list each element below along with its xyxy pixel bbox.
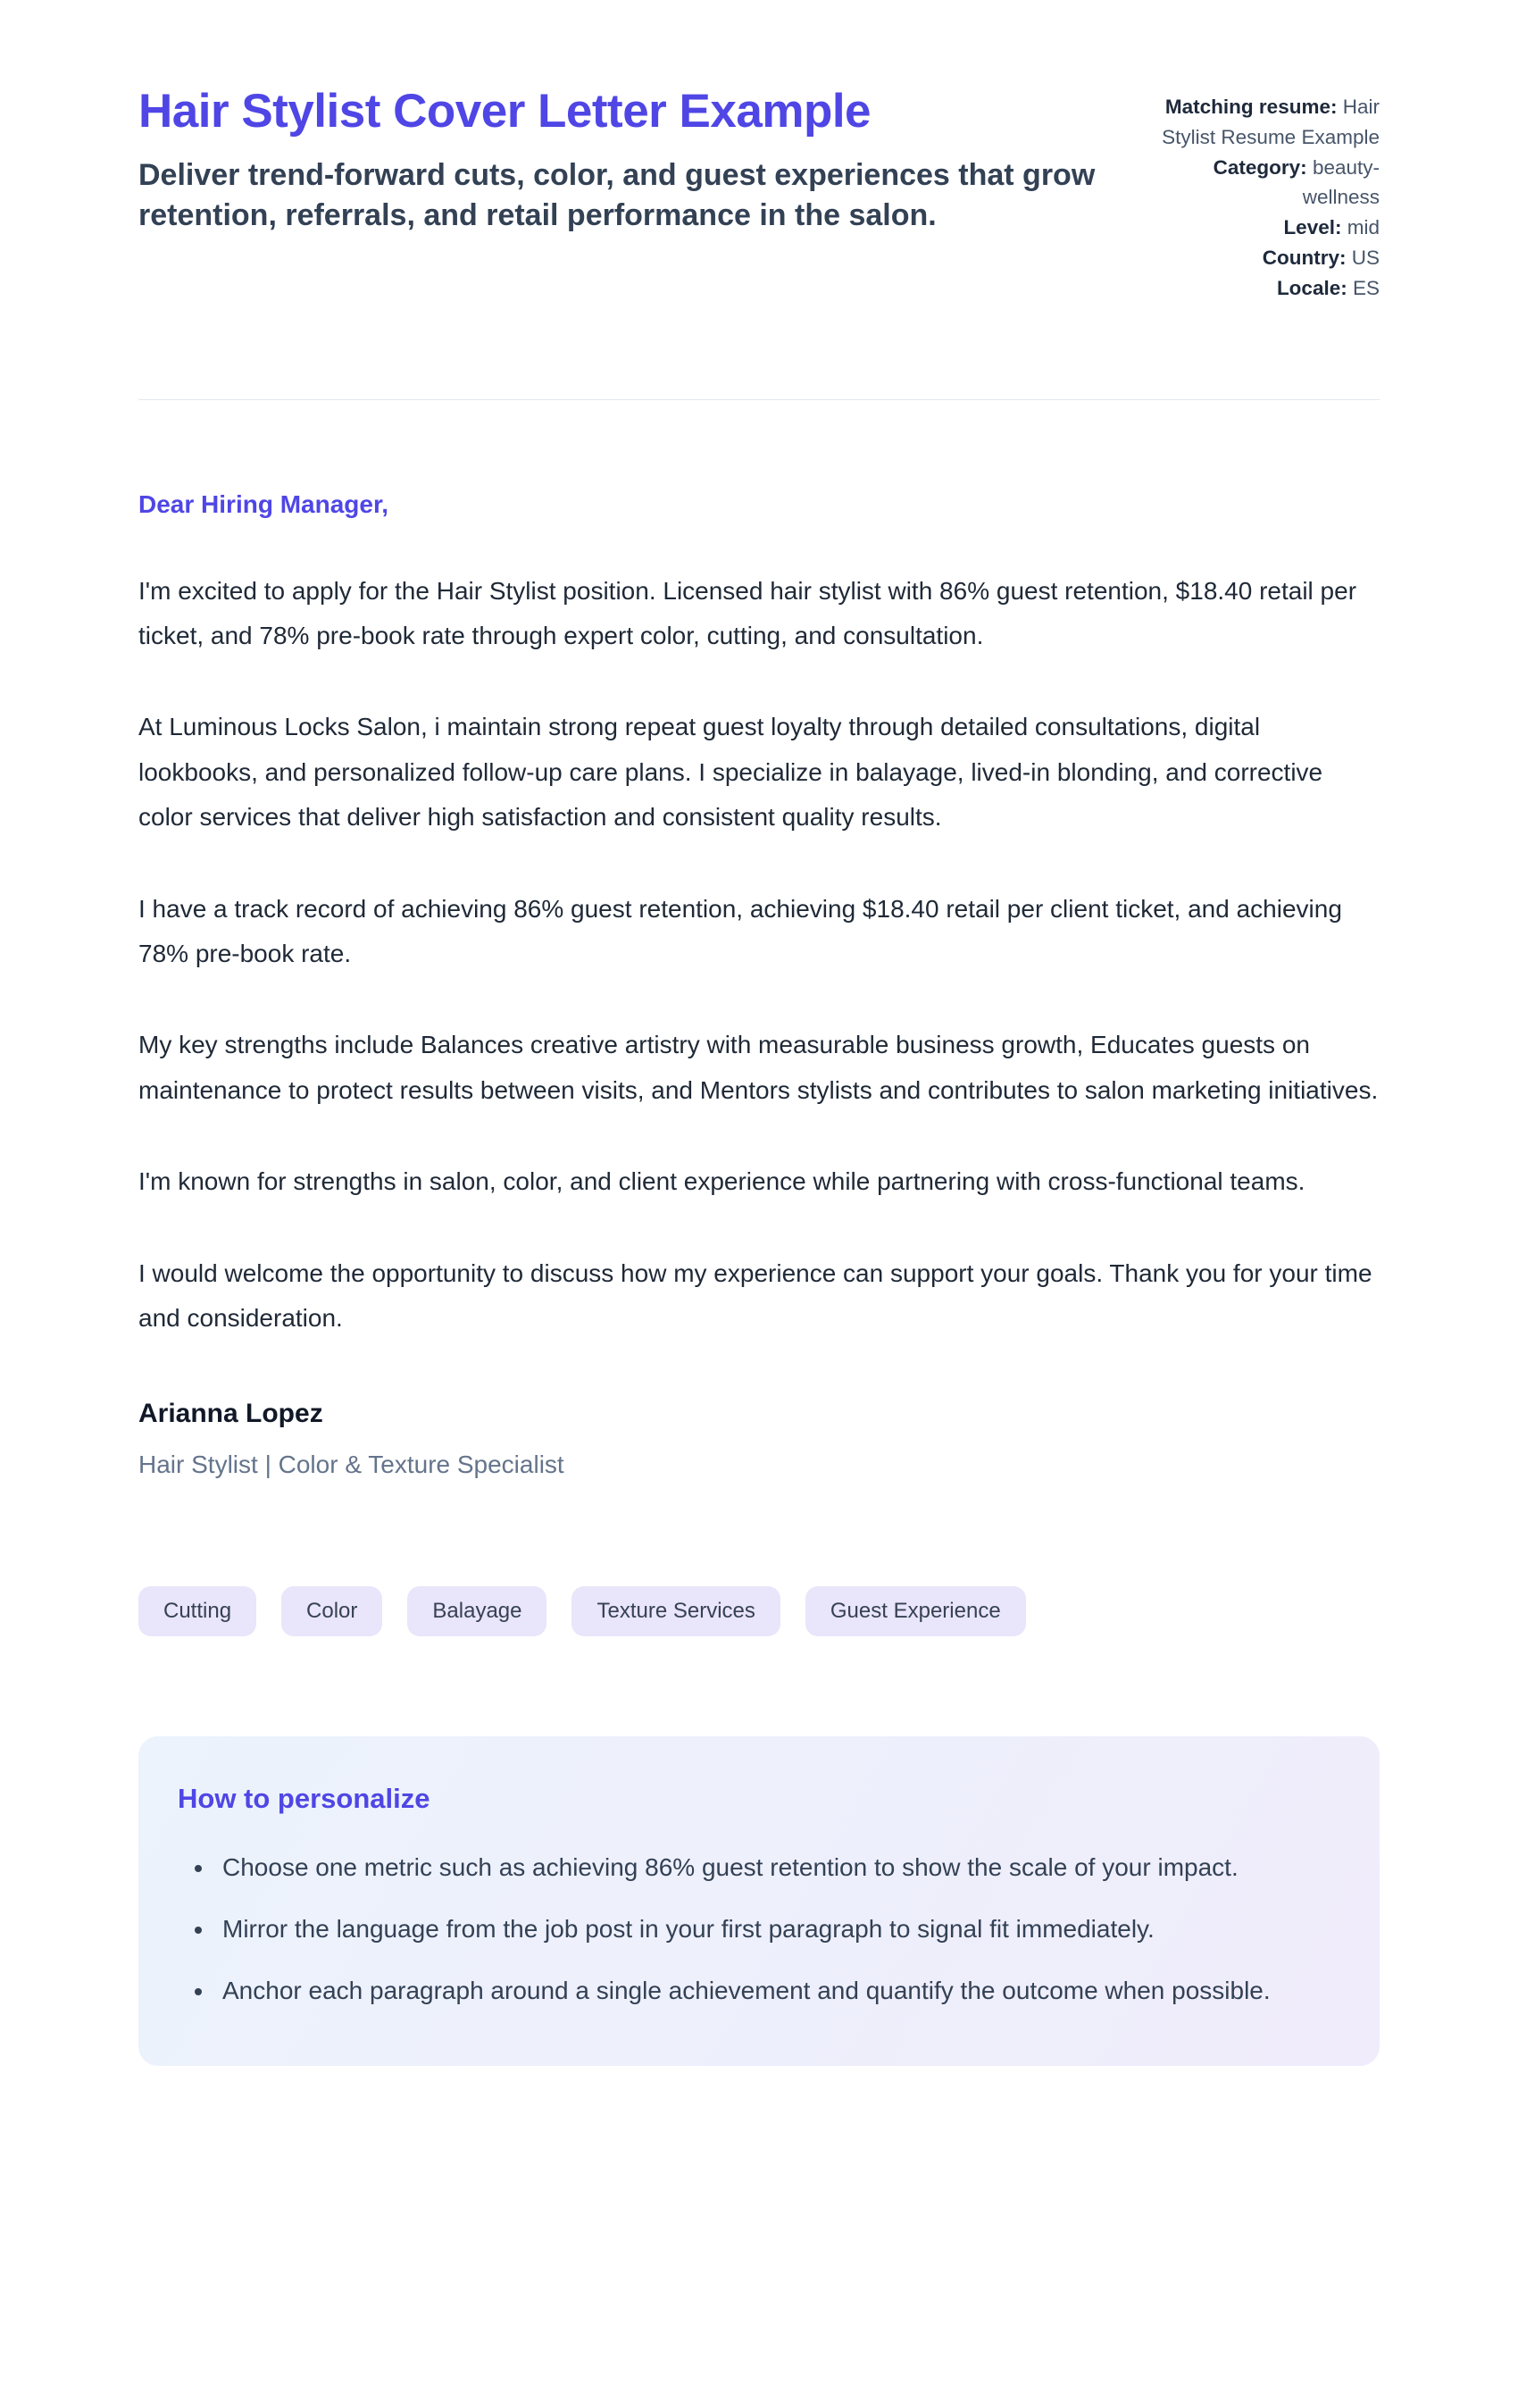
meta-row-level: [1161, 213, 1380, 243]
header-title-block: [138, 85, 1121, 236]
meta-label: Locale:: [1276, 276, 1347, 299]
meta-value: mid: [1347, 216, 1380, 238]
letter-paragraph: I'm excited to apply for the Hair Stylist position. Licensed hair stylist with 86% guest retention, $18.40 retail per ticket, and 78% pre-book rate through expert color, cutting, and consultation.: [138, 576, 1357, 650]
tip-item: • Mirror the language from the job post in your first paragraph to signal fit immediately.: [215, 1907, 1330, 1951]
tag-guest-experience: Guest Experience: [805, 1586, 1026, 1636]
meta-value: US: [1351, 246, 1380, 269]
signature-name: Arianna Lopez: [138, 1399, 323, 1429]
meta-row-category: [1161, 153, 1380, 213]
meta-label: Level:: [1283, 216, 1342, 238]
page-header: [138, 85, 1380, 400]
cover-letter-body: [138, 400, 1380, 1482]
resume-meta-panel: [1161, 92, 1380, 303]
letter-paragraph: At Luminous Locks Salon, i maintain strong repeat guest loyalty through detailed consultations, digital lookbooks, and personalized follow-up care plans. I specialize in balayage, lived-in blonding, and corrective color services that deliver high satisfaction and consistent quality results.: [138, 713, 1323, 832]
letter-paragraph: I have a track record of achieving 86% guest retention, achieving $18.40 retail per client ticket, and achieving 78% pre-book rate.: [138, 894, 1342, 967]
skill-tags: [138, 1586, 1380, 1636]
tag-cutting: Cutting: [138, 1586, 256, 1636]
meta-label: Category:: [1213, 155, 1307, 179]
meta-value: ES: [1352, 276, 1380, 299]
tag-balayage: Balayage: [407, 1586, 546, 1636]
letter-paragraph: I'm known for strengths in salon, color, and client experience while partnering with cross-functional teams.: [138, 1167, 1305, 1196]
tip-item: • Choose one metric such as achieving 86% guest retention to show the scale of your impact.: [215, 1845, 1330, 1889]
meta-label: Matching resume:: [1164, 96, 1338, 118]
meta-value: beauty-wellness: [1302, 155, 1380, 209]
meta-label: Country:: [1262, 246, 1347, 269]
tips-heading: How to personalize: [178, 1782, 430, 1814]
letter-paragraph: I would welcome the opportunity to discuss how my experience can support your goals. Thank you for your time and consideration.: [138, 1258, 1372, 1332]
letter-paragraph: My key strengths include Balances creative artistry with measurable business growth, Educates guests on maintenance to protect results between visits, and Mentors stylists and contributes to salon marketing initiatives.: [138, 1031, 1379, 1104]
tip-item: • Anchor each paragraph around a single achievement and quantify the outcome when possible.: [215, 1969, 1330, 2012]
tips-list: [178, 1845, 1330, 2012]
page-subtitle: Deliver trend-forward cuts, color, and guest experiences that grow retention, referrals, and retail performance in the salon.: [138, 157, 1096, 232]
tag-texture-services: Texture Services: [571, 1586, 780, 1636]
signature-role: Hair Stylist | Color & Texture Specialist: [138, 1451, 564, 1479]
meta-row-country: [1161, 243, 1380, 273]
meta-row-locale: [1161, 273, 1380, 304]
page-title: Hair Stylist Cover Letter Example: [138, 85, 872, 138]
how-to-personalize-card: [138, 1736, 1380, 2066]
meta-value: Hair Stylist Resume Example: [1162, 96, 1380, 148]
tag-color: Color: [281, 1586, 382, 1636]
meta-row-matching-resume: [1161, 92, 1380, 153]
letter-salutation: Dear Hiring Manager,: [138, 490, 389, 519]
